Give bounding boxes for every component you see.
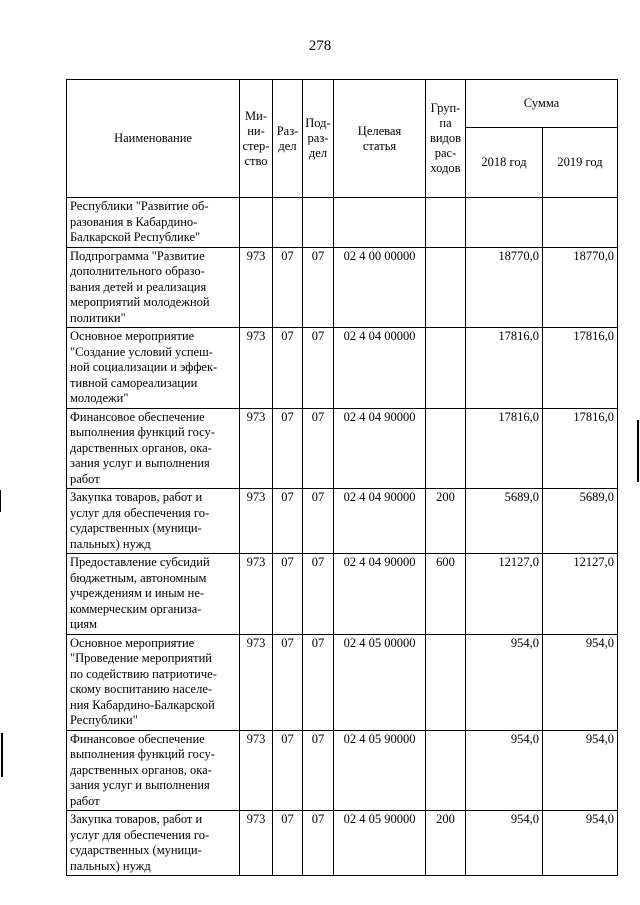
- budget-table: [66, 79, 618, 876]
- header-section: [273, 80, 303, 198]
- row-2019-cell: 954,0: [543, 730, 618, 811]
- row-ministry-cell: 973: [240, 489, 273, 554]
- table-row: [67, 247, 618, 328]
- row-group-cell: [426, 247, 466, 328]
- header-target: [334, 80, 426, 198]
- row-ministry-cell: 973: [240, 634, 273, 730]
- row-2019-cell: 17816,0: [543, 408, 618, 489]
- row-subsection-cell: 07: [303, 634, 334, 730]
- row-ministry-cell: 973: [240, 328, 273, 409]
- row-target-cell: 02 4 05 90000: [334, 730, 426, 811]
- row-subsection-cell: 07: [303, 247, 334, 328]
- row-2018-cell: 17816,0: [466, 328, 543, 409]
- table-row: [67, 811, 618, 876]
- row-section-cell: 07: [273, 811, 303, 876]
- row-2019-cell: 18770,0: [543, 247, 618, 328]
- table-row: [67, 489, 618, 554]
- row-target-cell: 02 4 04 90000: [334, 554, 426, 635]
- row-ministry-cell: 973: [240, 554, 273, 635]
- row-group-cell: [426, 408, 466, 489]
- row-2019-cell: 954,0: [543, 811, 618, 876]
- header-target-label: Целевая статья: [357, 123, 402, 153]
- row-section-cell: 07: [273, 408, 303, 489]
- header-section-label: Раз- дел: [276, 123, 299, 153]
- scan-artifact-left-top: [0, 490, 1, 512]
- row-group-cell: [426, 634, 466, 730]
- row-target-cell: 02 4 05 90000: [334, 811, 426, 876]
- row-name-cell: Закупка товаров, работ и услуг для обеспечения го- сударственных (муници- пальных) нужд: [67, 489, 240, 554]
- table-row: [67, 634, 618, 730]
- row-2018-cell: 954,0: [466, 634, 543, 730]
- row-name-cell: Закупка товаров, работ и услуг для обеспечения го- сударственных (муници- пальных) нужд: [67, 811, 240, 876]
- table-row: [67, 408, 618, 489]
- row-group-cell: 200: [426, 811, 466, 876]
- header-name-label: Наименование: [114, 131, 192, 145]
- row-subsection-cell: 07: [303, 489, 334, 554]
- header-year-2018: [466, 128, 543, 198]
- row-group-cell: 600: [426, 554, 466, 635]
- row-subsection-cell: [303, 198, 334, 248]
- row-ministry-cell: 973: [240, 730, 273, 811]
- row-group-cell: 200: [426, 489, 466, 554]
- row-ministry-cell: [240, 198, 273, 248]
- row-section-cell: 07: [273, 247, 303, 328]
- header-year-2019-label: 2019 год: [557, 155, 603, 169]
- row-2018-cell: 12127,0: [466, 554, 543, 635]
- row-target-cell: [334, 198, 426, 248]
- row-section-cell: 07: [273, 634, 303, 730]
- row-target-cell: 02 4 04 90000: [334, 489, 426, 554]
- row-2018-cell: 18770,0: [466, 247, 543, 328]
- row-section-cell: 07: [273, 328, 303, 409]
- header-year-2018-label: 2018 год: [481, 155, 527, 169]
- row-name-cell: Предоставление субсидий бюджетным, автономным учреждениям и иным не- коммерческим организа- циям: [67, 554, 240, 635]
- row-subsection-cell: 07: [303, 328, 334, 409]
- row-group-cell: [426, 198, 466, 248]
- row-subsection-cell: 07: [303, 554, 334, 635]
- row-2019-cell: [543, 198, 618, 248]
- header-year-2019: [543, 128, 618, 198]
- row-2018-cell: 5689,0: [466, 489, 543, 554]
- page-number: 278: [308, 38, 332, 54]
- row-ministry-cell: 973: [240, 408, 273, 489]
- table-row: [67, 198, 618, 248]
- row-subsection-cell: 07: [303, 730, 334, 811]
- table-row: [67, 730, 618, 811]
- row-subsection-cell: 07: [303, 408, 334, 489]
- row-2018-cell: [466, 198, 543, 248]
- row-2018-cell: 17816,0: [466, 408, 543, 489]
- header-subsection-label: Под- раз- дел: [305, 116, 331, 160]
- table-row: [67, 554, 618, 635]
- row-section-cell: 07: [273, 554, 303, 635]
- row-name-cell: Республики "Развитие об- разования в Кабардино- Балкарской Республике": [67, 198, 240, 248]
- row-2018-cell: 954,0: [466, 730, 543, 811]
- row-2019-cell: 5689,0: [543, 489, 618, 554]
- row-section-cell: 07: [273, 489, 303, 554]
- scan-artifact-right: [637, 420, 639, 482]
- header-group-label: Груп- па видов рас- ходов: [429, 101, 462, 175]
- header-name: [67, 80, 240, 198]
- row-target-cell: 02 4 00 00000: [334, 247, 426, 328]
- scan-artifact-left-bottom: [1, 733, 3, 777]
- row-name-cell: Финансовое обеспечение выполнения функций госу- дарственных органов, ока- зания услуг и выполнения работ: [67, 408, 240, 489]
- row-2018-cell: 954,0: [466, 811, 543, 876]
- row-ministry-cell: 973: [240, 247, 273, 328]
- row-name-cell: Основное мероприятие "Проведение мероприятий по содействию патриотиче- скому воспитанию населе- ния Кабардино-Балкарской Республики": [67, 634, 240, 730]
- row-section-cell: 07: [273, 730, 303, 811]
- row-name-cell: Подпрограмма "Развитие дополнительного образо- вания детей и реализация мероприятий молодежной политики": [67, 247, 240, 328]
- header-subsection: [303, 80, 334, 198]
- row-2019-cell: 12127,0: [543, 554, 618, 635]
- header-ministry: [240, 80, 273, 198]
- row-ministry-cell: 973: [240, 811, 273, 876]
- row-target-cell: 02 4 05 00000: [334, 634, 426, 730]
- header-ministry-label: Ми- ни- стер- ство: [242, 108, 270, 168]
- row-2019-cell: 954,0: [543, 634, 618, 730]
- row-group-cell: [426, 730, 466, 811]
- table-row: [67, 328, 618, 409]
- row-subsection-cell: 07: [303, 811, 334, 876]
- header-group: [426, 80, 466, 198]
- row-2019-cell: 17816,0: [543, 328, 618, 409]
- header-sum: [466, 80, 618, 128]
- row-target-cell: 02 4 04 90000: [334, 408, 426, 489]
- row-target-cell: 02 4 04 00000: [334, 328, 426, 409]
- row-name-cell: Основное мероприятие "Создание условий успеш- ной социализации и эффек- тивной самореализации молодежи": [67, 328, 240, 409]
- row-name-cell: Финансовое обеспечение выполнения функций госу- дарственных органов, ока- зания услуг и выполнения работ: [67, 730, 240, 811]
- row-section-cell: [273, 198, 303, 248]
- header-sum-label: Сумма: [523, 96, 560, 110]
- row-group-cell: [426, 328, 466, 409]
